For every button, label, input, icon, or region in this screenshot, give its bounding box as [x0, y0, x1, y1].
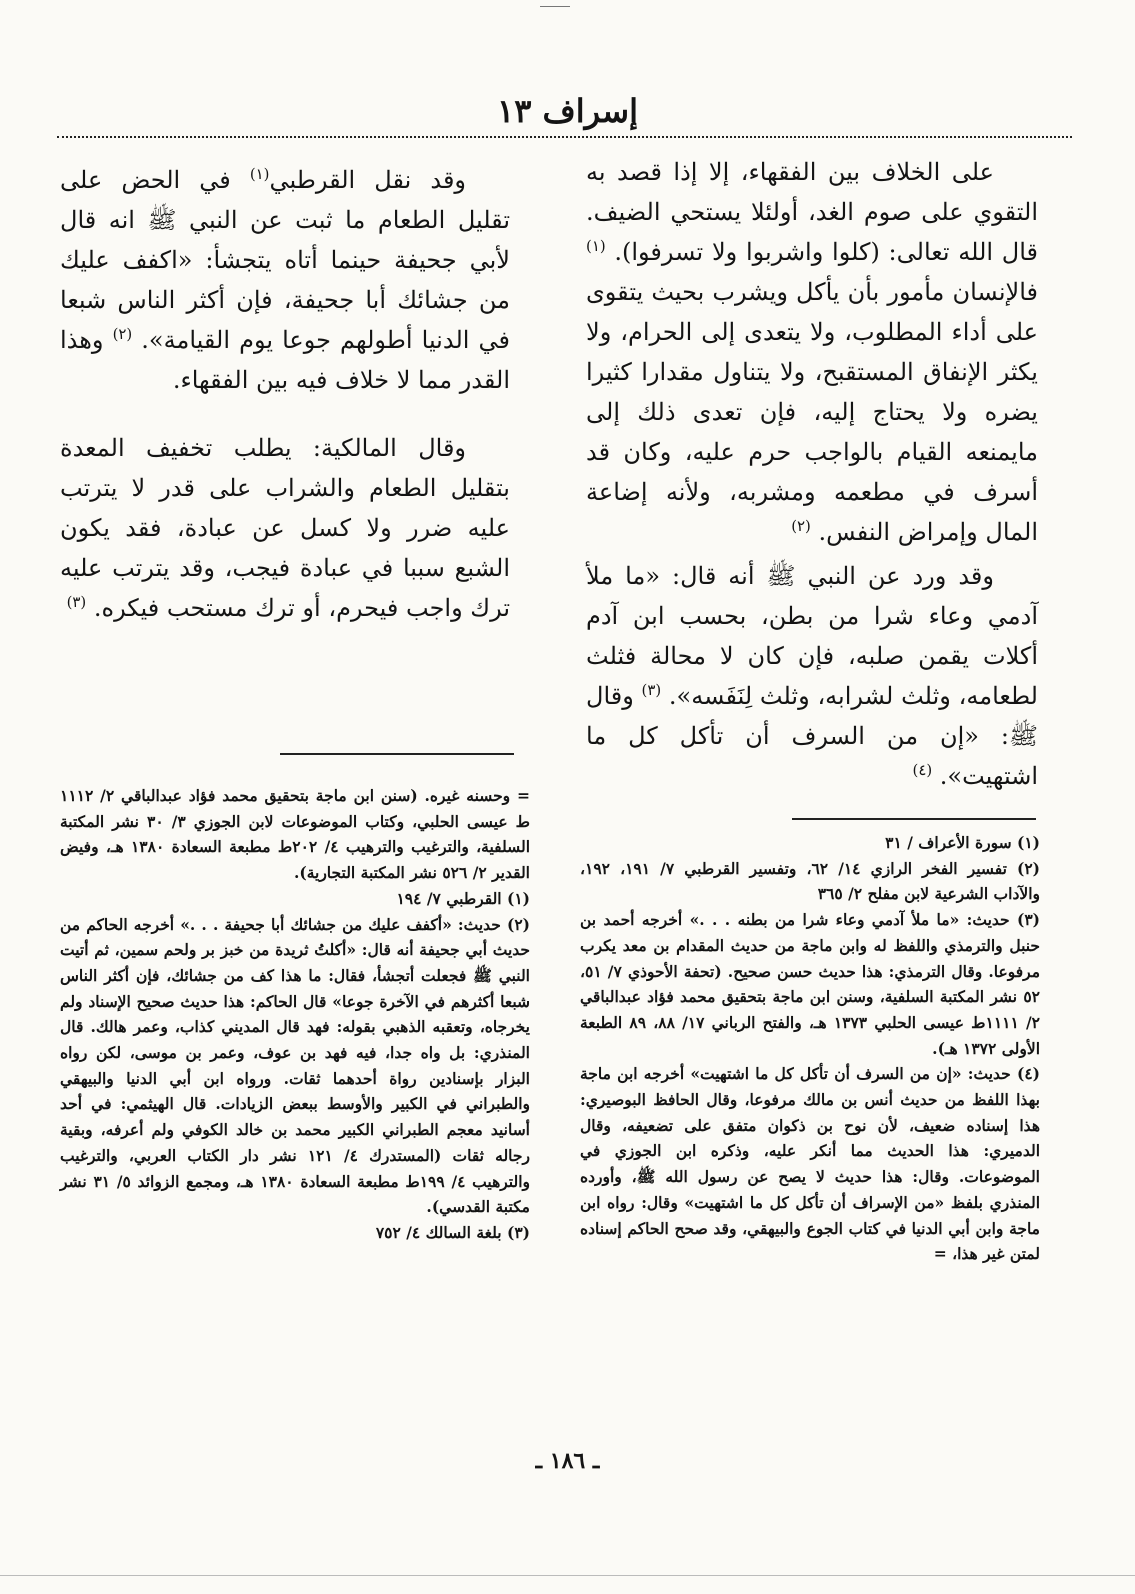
header-divider	[57, 136, 1072, 138]
left-paragraph-1	[60, 160, 510, 400]
footnote-2-right: (٢) تفسير الفخر الرازي ١٤/ ٦٢، وتفسير القرطبي ٧/ ١٩١، ١٩٢، والآداب الشرعية لابن مفلح ٢/ ٣٦٥	[580, 858, 1040, 904]
footnote-ref: (٤)	[912, 761, 933, 779]
left-p2-text: وقال المالكية: يطلب تخفيف المعدة بتقليل الطعام والشراب على قدر لا يترتب عليه ضرر ولا كسل عن عبادة، فقد يكون الشبع سببا في عبادة فيجب، وقد يترتب عليه ترك واجب فيحرم، أو ترك مستحب فيكره.	[60, 434, 510, 622]
footnote-ref: (٢)	[791, 517, 811, 535]
page-title: إسراف ١٣	[497, 92, 638, 130]
top-mark	[540, 6, 570, 7]
right-p1b-text: فالإنسان مأمور بأن يأكل ويشرب بحيث يتقوى على أداء المطلوب، ولا يتعدى إلى الحرام، ولا يكثر الإنفاق المستقبح، ولا يتناول مقدارا كثيرا يضره ولا يحتاج إليه، فإن تعدى ذلك إلى مايمنعه القيام بالواجب حرم عليه، وكان قد أسرف في مطعمه ومشربه، ولأنه إضاعة المال وإمراض النفس.	[586, 278, 1038, 546]
footnote-divider-left	[280, 753, 514, 755]
footnotes-right	[580, 830, 1040, 1267]
footnote-ref: (٢)	[112, 325, 133, 343]
left-p1b-text: في الحض على تقليل الطعام ما ثبت عن النبي ﷺ انه قال لأبي جحيفة حينما أتاه يتجشأ: «اكفف عليك من جشائك أبا جحيفة، فإن أكثر الناس شبعا في الدنيا أطولهم جوعا يوم القيامة».	[60, 166, 510, 354]
right-p2a-text: وقد ورد عن النبي ﷺ أنه قال: «ما ملأ آدمي وعاء شرا من بطن، بحسب ابن آدم أكلات يقمن صلبه، فإن كان لا محالة فثلث لطعامه، وثلث لشرابه، وثلث لِنَفَسه».	[586, 562, 1038, 710]
footnote-3-left: (٣) بلغة السالك ٤/ ٧٥٢	[375, 1222, 530, 1242]
footnote-4-right: (٤) حديث: «إن من السرف أن تأكل كل ما اشتهيت» أخرجه ابن ماجة بهذا اللفظ من حديث أنس بن مالك مرفوعا، وقال الحافظ البوصيري: هذا إسناده ضعيف، لأن نوح بن ذكوان متفق على تضعيفه، وقال الدميري: هذا الحديث مما أنكر عليه، وذكره ابن الجوزي في الموضوعات. وقال: هذا حديث لا يصح عن رسول الله ﷺ، وأورده المنذري بلفظ «من الإسراف أن تأكل كل ما اشتهيت» وقال: رواه ابن ماجة وابن أبي الدنيا في كتاب الجوع والبيهقي، وقد صحح الحاكم إسناده لمتن غير هذا، =	[580, 1064, 1040, 1264]
right-paragraph-1	[586, 152, 1038, 552]
footnote-ref: (٣)	[66, 593, 87, 611]
left-paragraph-2	[60, 428, 510, 628]
right-p2b-text: وقال ﷺ: «إن من السرف أن تأكل كل ما اشتهيت».	[586, 682, 1038, 790]
footnotes-left	[60, 783, 530, 1246]
footnote-ref: (١)	[586, 237, 606, 255]
right-paragraph-2	[586, 556, 1038, 796]
footnote-divider-right	[792, 818, 1036, 820]
page-number: ـ ١٨٦ ـ	[535, 1448, 600, 1474]
footnote-3-right: (٣) حديث: «ما ملأ آدمي وعاء شرا من بطنه . . .» أخرجه أحمد بن حنبل والترمذي واللفظ له وابن ماجة من حديث المقدام بن معد يكرب مرفوعا. وقال الترمذي: هذا حديث حسن صحيح. (تحفة الأحوذي ٧/ ٥١، ٥٢ نشر المكتبة السلفية، وسنن ابن ماجة بتحقيق محمد فؤاد عبدالباقي ٢/ ١١١١ط عيسى الحلبي ١٣٧٣ هـ، والفتح الرباني ١٧/ ٨٨، ٨٩ الطبعة الأولى ١٣٧٢ هـ).	[580, 910, 1041, 1058]
footnote-1-left: (١) القرطبي ٧/ ١٩٤	[396, 888, 530, 908]
footnote-1-right: (١) سورة الأعراف / ٣١	[885, 833, 1040, 852]
main-column-left	[60, 160, 510, 628]
footnote-2-left: (٢) حديث: «أكفف عليك من جشائك أبا جحيفة . . .» أخرجه الحاكم من حديث أبي جحيفة أنه قال: «أكلتُ ثريدة من خبز بر ولحم سمين، ثم أتيت النبي ﷺ فجعلت أتجشأ، فقال: ما هذا كف من جشائك، فإن أكثر الناس شبعا أكثرهم في الآخرة جوعا» قال الحاكم: هذا حديث صحيح الإسناد ولم يخرجاه، وتعقبه الذهبي بقوله: فهد قال المديني كذاب، وعمر هالك. قال المنذري: بل واه جدا، فيه فهد بن عوف، وعمر بن موسى، لكن رواه البزار بإسنادين رواة أحدهما ثقات. ورواه ابن أبي الدنيا والبيهقي والطبراني في الكبير والأوسط ببعض الزيادات. قال الهيثمي: في أحد أسانيد معجم الطبراني الكبير محمد بن خالد الكوفي ولم أعرفه، وبقية رجاله ثقات (المستدرك ٤/ ١٢١ نشر دار الكتاب العربي، والترغيب والترهيب ٤/ ١٩٩ط مطبعة السعادة ١٣٨٠ هـ، ومجمع الزوائد ٥/ ٣١ نشر مكتبة القدسي).	[60, 914, 531, 1217]
main-column-right	[586, 152, 1038, 796]
footnote-ref: (٣)	[641, 681, 662, 699]
left-p1a-text: وقد نقل القرطبي	[269, 166, 467, 194]
bottom-edge-line	[0, 1575, 1135, 1576]
right-p1-text: على الخلاف بين الفقهاء، إلا إذا قصد به التقوي على صوم الغد، أولئلا يستحي الضيف. قال الله تعالى: (كلوا واشربوا ولا تسرفوا).	[586, 158, 1038, 266]
left-p1c-text: وهذا القدر مما لا خلاف فيه بين الفقهاء.	[60, 326, 510, 394]
footnote-ref: (١)	[249, 165, 270, 183]
footnote-continuation: = وحسنه غيره. (سنن ابن ماجة بتحقيق محمد فؤاد عبدالباقي ٢/ ١١١٢ ط عيسى الحلبي، وكتاب الموضوعات لابن الجوزي ٣/ ٣٠ نشر المكتبة السلفية، والترغيب والترهيب ٤/ ٢٠٢ط مطبعة السعادة ١٣٨٠ هـ، وفيض القدير ٢/ ٥٢٦ نشر المكتبة التجارية).	[60, 786, 531, 883]
